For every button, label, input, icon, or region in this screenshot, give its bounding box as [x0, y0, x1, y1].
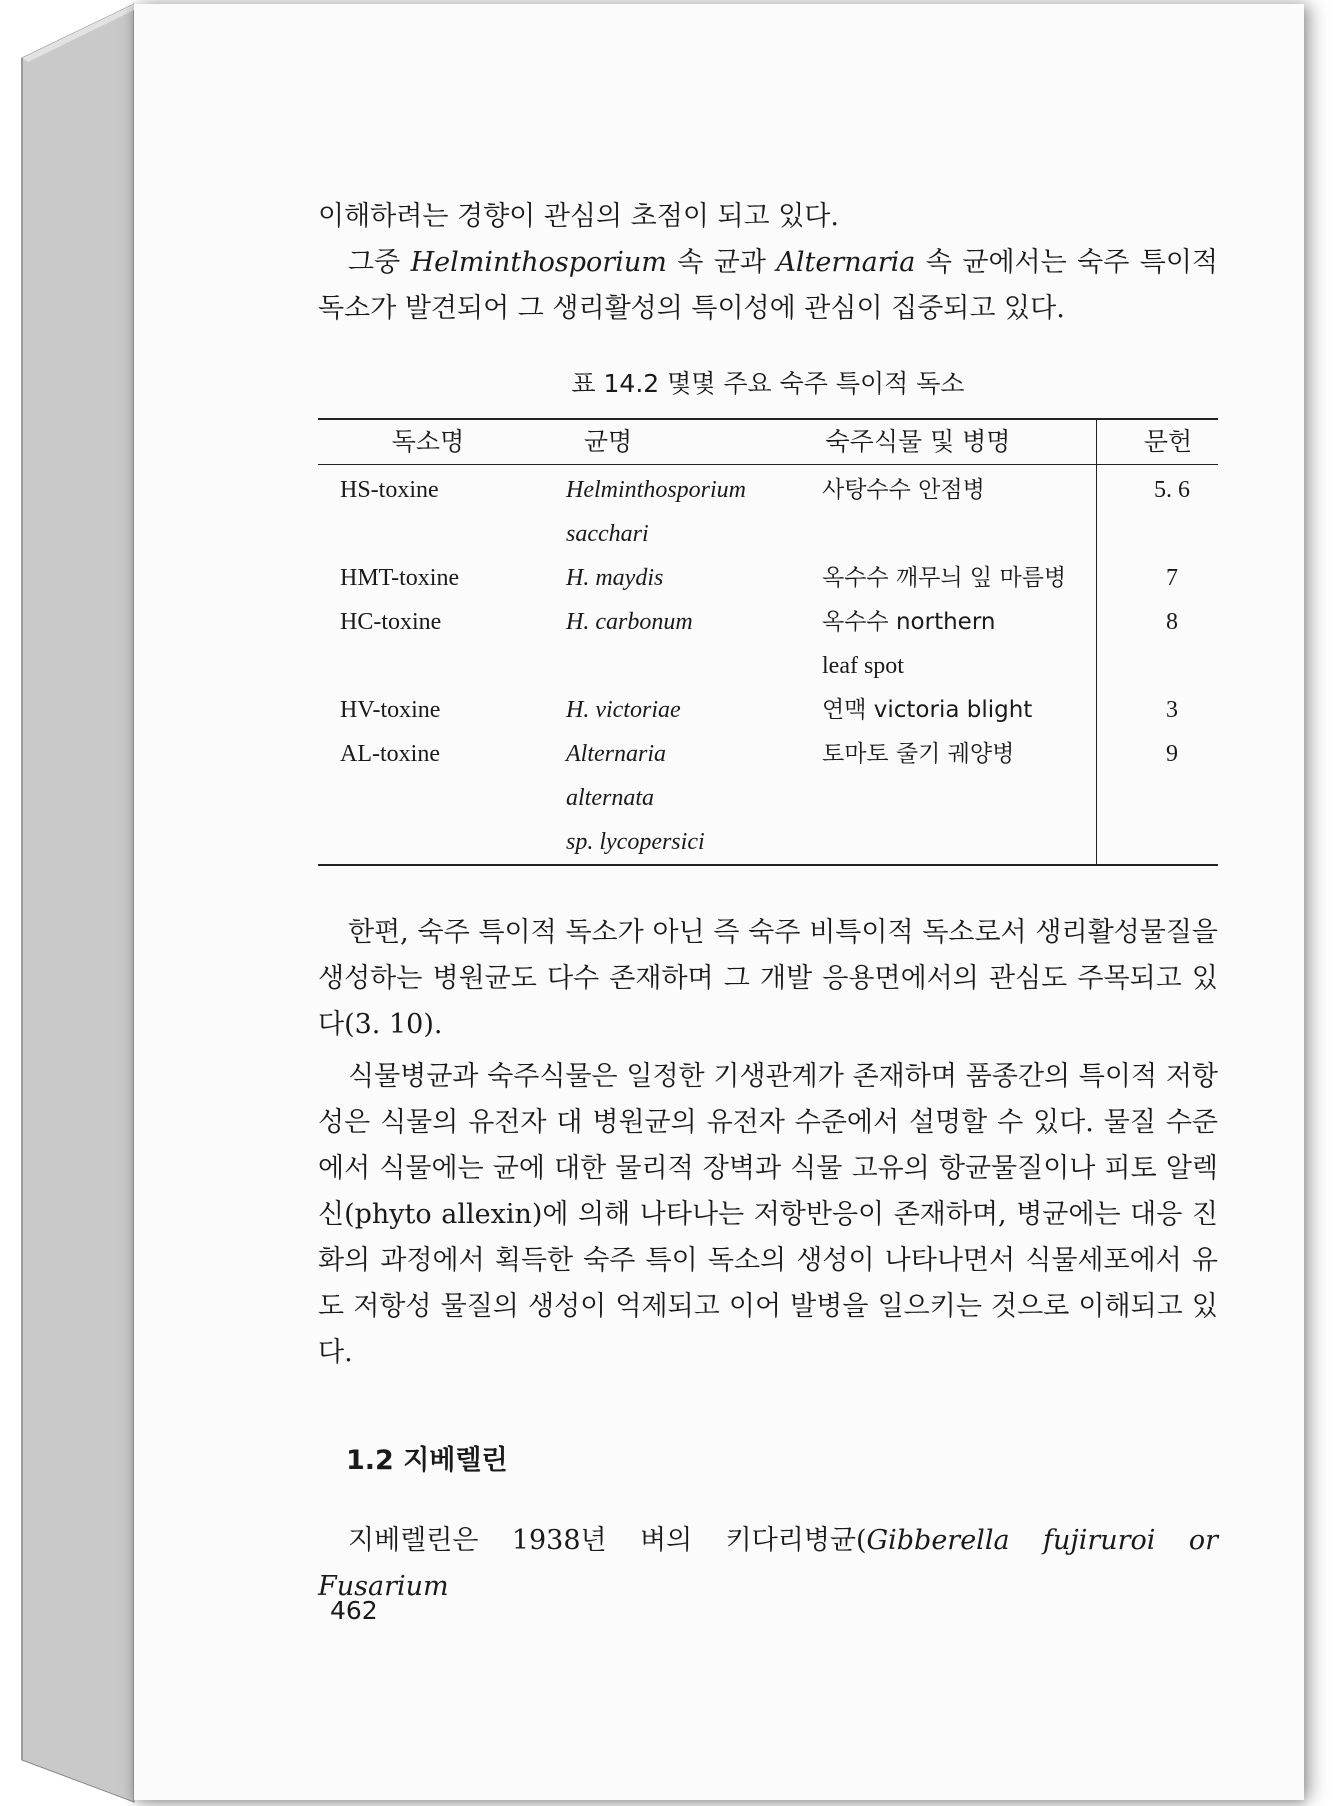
table-cell-reference: 3 [1166, 697, 1178, 723]
table-cell-host: 토마토 줄기 궤양병 [822, 741, 1015, 767]
paragraph-gibberellin: 지베렐린은 1938년 벼의 키다리병균(Gibberella fujiruroi or Fusarium [318, 1525, 1219, 1602]
table-header-toxin: 독소명 [391, 427, 465, 456]
table-cell-toxin: AL-toxine [340, 741, 440, 767]
table-cell-toxin: HV-toxine [340, 697, 441, 723]
table-cell-host: leaf spot [822, 653, 904, 679]
table-cell-reference: 9 [1166, 741, 1178, 767]
table-cell-toxin: HC-toxine [340, 609, 442, 635]
section-heading: 1.2 지베렐린 [346, 1445, 508, 1476]
table-cell-fungus: H. carbonum [566, 609, 693, 635]
paragraph-nonspecific-toxin: 한편, 숙주 특이적 독소가 아닌 즉 숙주 비특이적 독소로서 생리활성물질을 생성하는 병원균도 다수 존재하며 그 개발 응용면에서의 관심도 주목되고 있다(3. 10). [318, 917, 1218, 1040]
table-cell-fungus: sp. lycopersici [566, 829, 705, 855]
table-cell-reference: 7 [1166, 565, 1178, 591]
table-cell-reference: 5. 6 [1154, 477, 1190, 503]
table-cell-host: 연맥 victoria blight [822, 697, 1033, 723]
table-rule-bottom [318, 864, 1218, 866]
table-cell-fungus: sacchari [566, 521, 649, 547]
table-caption: 표 14.2 몇몇 주요 숙주 특이적 독소 [571, 369, 965, 398]
table-cell-fungus: Helminthosporium [566, 477, 746, 503]
table-cell-fungus: alternata [566, 785, 654, 811]
table-rule-top [318, 418, 1218, 420]
table-header-fungus: 균명 [583, 427, 633, 456]
table-cell-fungus: H. victoriae [566, 697, 681, 723]
table-column-divider [1096, 418, 1097, 864]
paragraph-intro: 이해하려는 경향이 관심의 초점이 되고 있다. [318, 201, 839, 232]
table-header-reference: 문헌 [1143, 427, 1193, 456]
table-cell-toxin: HS-toxine [340, 477, 439, 503]
table-cell-toxin: HMT-toxine [340, 565, 460, 591]
table-header-host: 숙주식물 및 병명 [825, 427, 1011, 456]
table-cell-host: 옥수수 northern [822, 609, 996, 635]
table-rule-header [318, 464, 1218, 465]
paragraph-resistance: 식물병균과 숙주식물은 일정한 기생관계가 존재하며 품종간의 특이적 저항성은 식물의 유전자 대 병원균의 유전자 수준에서 설명할 수 있다. 물질 수준에서 식물에는 균에 대한 물리적 장벽과 식물 고유의 항균물질이나 피토 알렉신(phyto allexin)에 의해 나타나는 저항반응이 존재하며, 병균에는 대응 진화의 과정에서 획득한 숙주 특이 독소의 생성이 나타나면서 식물세포에서 유도 저항성 물질의 생성이 억제되고 이어 발병을 일으키는 것으로 이해되고 있다. [318, 1061, 1218, 1368]
table-cell-reference: 8 [1166, 609, 1178, 635]
toxin-table [318, 418, 1218, 868]
paragraph-toxin-intro: 그중 Helminthosporium 속 균과 Alternaria 속 균에서는 숙주 특이적 독소가 발견되어 그 생리활성의 특이성에 관심이 집중되고 있다. [318, 247, 1218, 324]
table-cell-host: 사탕수수 안점병 [822, 477, 985, 503]
table-cell-fungus: Alternaria [566, 741, 666, 767]
table-cell-fungus: H. maydis [566, 565, 664, 591]
page-number: 462 [330, 1596, 378, 1625]
table-cell-host: 옥수수 깨무늬 잎 마름병 [822, 565, 1067, 591]
